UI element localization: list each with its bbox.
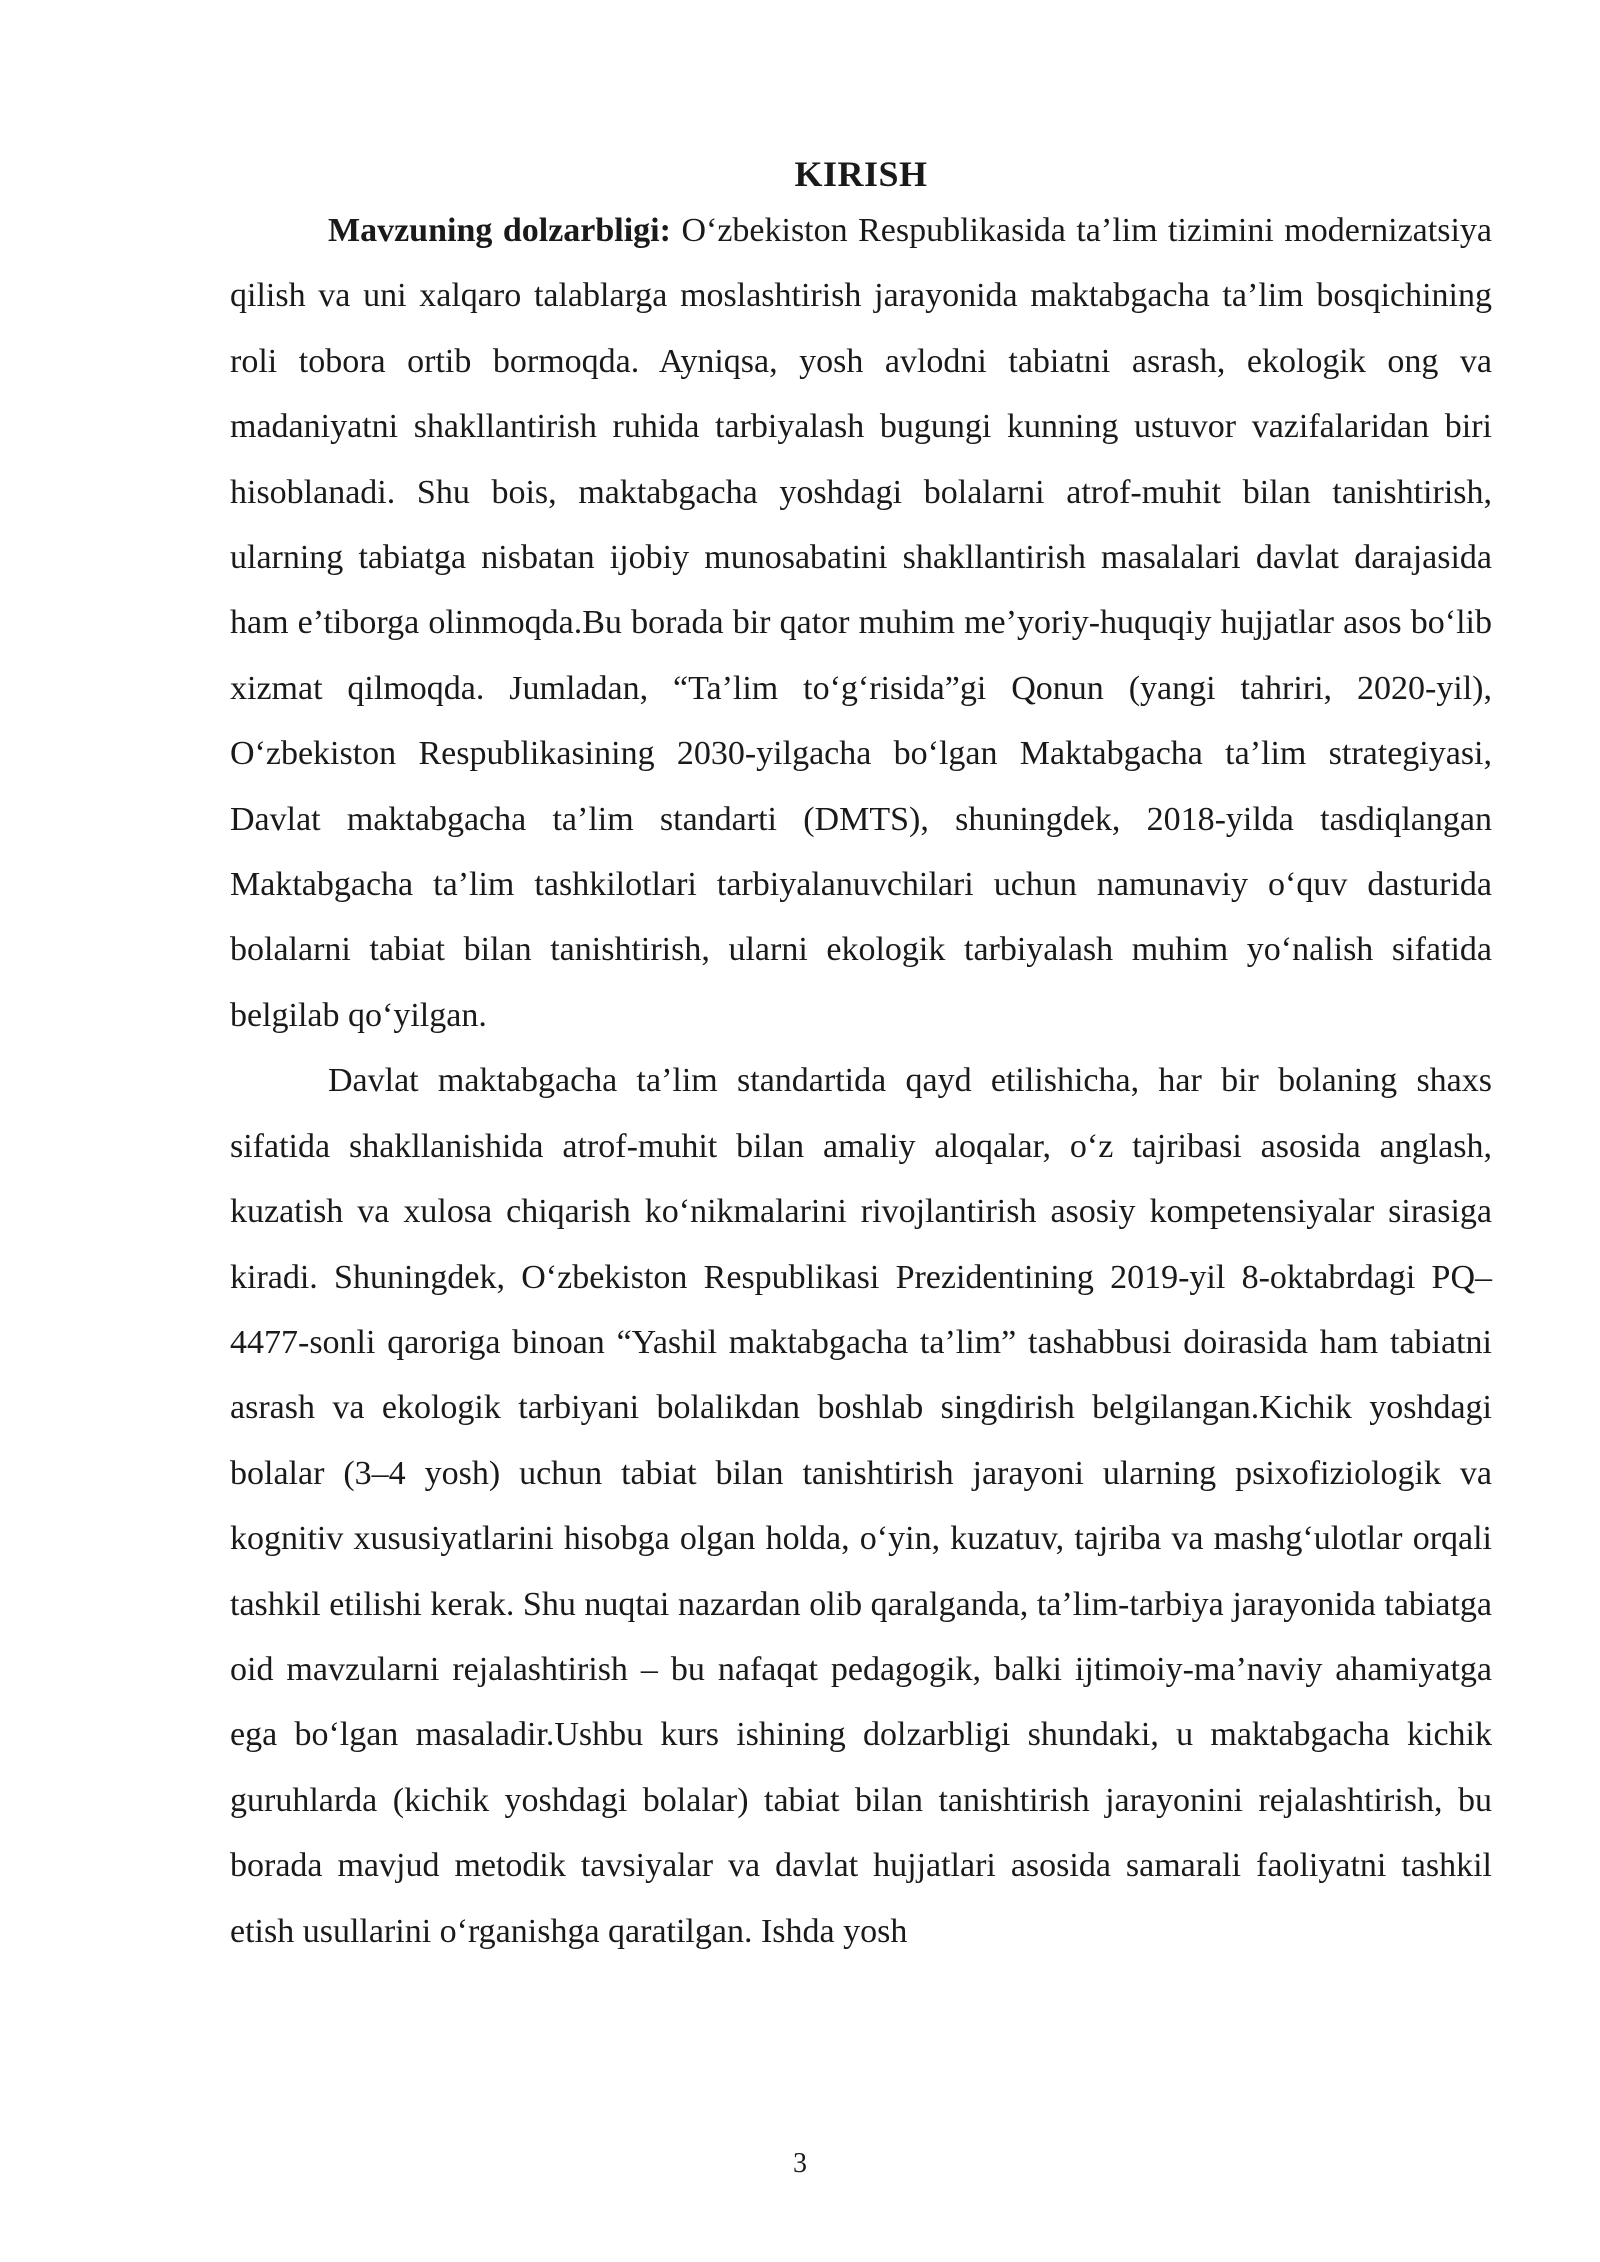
page-number: 3 xyxy=(793,2148,807,2179)
paragraph-relevance xyxy=(230,198,1492,1048)
paragraph-text: O‘zbekiston Respublikasida ta’lim tizimini modernizatsiya qilish va uni xalqaro talablarga moslashtirish jarayonida maktabgacha ta’lim bosqichining roli tobora ortib bormoqda. Ayniqsa, yosh avlodni tabiatni asrash, ekologik ong va madaniyatni shakllantirish ruhida tarbiyalash bugungi kunning ustuvor vazifalaridan biri hisoblanadi. Shu bois, maktabgacha yoshdagi bolalarni atrof-muhit bilan tanishtirish, ularning tabiatga nisbatan ijobiy munosabatini shakllantirish masalalari davlat darajasida ham e’tiborga olinmoqda.Bu borada bir qator muhim me’yoriy-huquqiy hujjatlar asos bo‘lib xizmat qilmoqda. Jumladan, “Ta’lim to‘g‘risida”gi Qonun (yangi tahriri, 2020-yil), O‘zbekiston Respublikasining 2030-yilgacha bo‘lgan Maktabgacha ta’lim strategiyasi, Davlat maktabgacha ta’lim standarti (DMTS), shuningdek, 2018-yilda tasdiqlangan Maktabgacha ta’lim tashkilotlari tarbiyalanuvchilari uchun namunaviy o‘quv dasturida bolalarni tabiat bilan tanishtirish, ularni ekologik tarbiyalash muhim yo‘nalish sifatida belgilab qo‘yilgan. xyxy=(230,212,1492,1034)
paragraph-lead: Mavzuning dolzarbligi: xyxy=(328,212,671,249)
section-heading: KIRISH xyxy=(794,154,928,194)
paragraph-standard xyxy=(230,1048,1492,1964)
paragraph-text: Davlat maktabgacha ta’lim standartida qayd etilishicha, har bir bolaning shaxs sifatida shakllanishida atrof-muhit bilan amaliy aloqalar, o‘z tajribasi asosida anglash, kuzatish va xulosa chiqarish ko‘nikmalarini rivojlantirish asosiy kompetensiyalar sirasiga kiradi. Shuningdek, O‘zbekiston Respublikasi Prezidentining 2019-yil 8-oktabrdagi PQ–4477-sonli qaroriga binoan “Yashil maktabgacha ta’lim” tashabbusi doirasida ham tabiatni asrash va ekologik tarbiyani bolalikdan boshlab singdirish belgilangan.Kichik yoshdagi bolalar (3–4 yosh) uchun tabiat bilan tanishtirish jarayoni ularning psixofiziologik va kognitiv xususiyatlarini hisobga olgan holda, o‘yin, kuzatuv, tajriba va mashg‘ulotlar orqali tashkil etilishi kerak. Shu nuqtai nazardan olib qaralganda, ta’lim-tarbiya jarayonida tabiatga oid mavzularni rejalashtirish – bu nafaqat pedagogik, balki ijtimoiy-ma’naviy ahamiyatga ega bo‘lgan masaladir.Ushbu kurs ishining dolzarbligi shundaki, u maktabgacha kichik guruhlarda (kichik yoshdagi bolalar) tabiat bilan tanishtirish jarayonini rejalashtirish, bu borada mavjud metodik tavsiyalar va davlat hujjatlari asosida samarali faoliyatni tashkil etish usullarini o‘rganishga qaratilgan. Ishda yosh xyxy=(230,1062,1492,1950)
document-page xyxy=(230,150,1492,1964)
